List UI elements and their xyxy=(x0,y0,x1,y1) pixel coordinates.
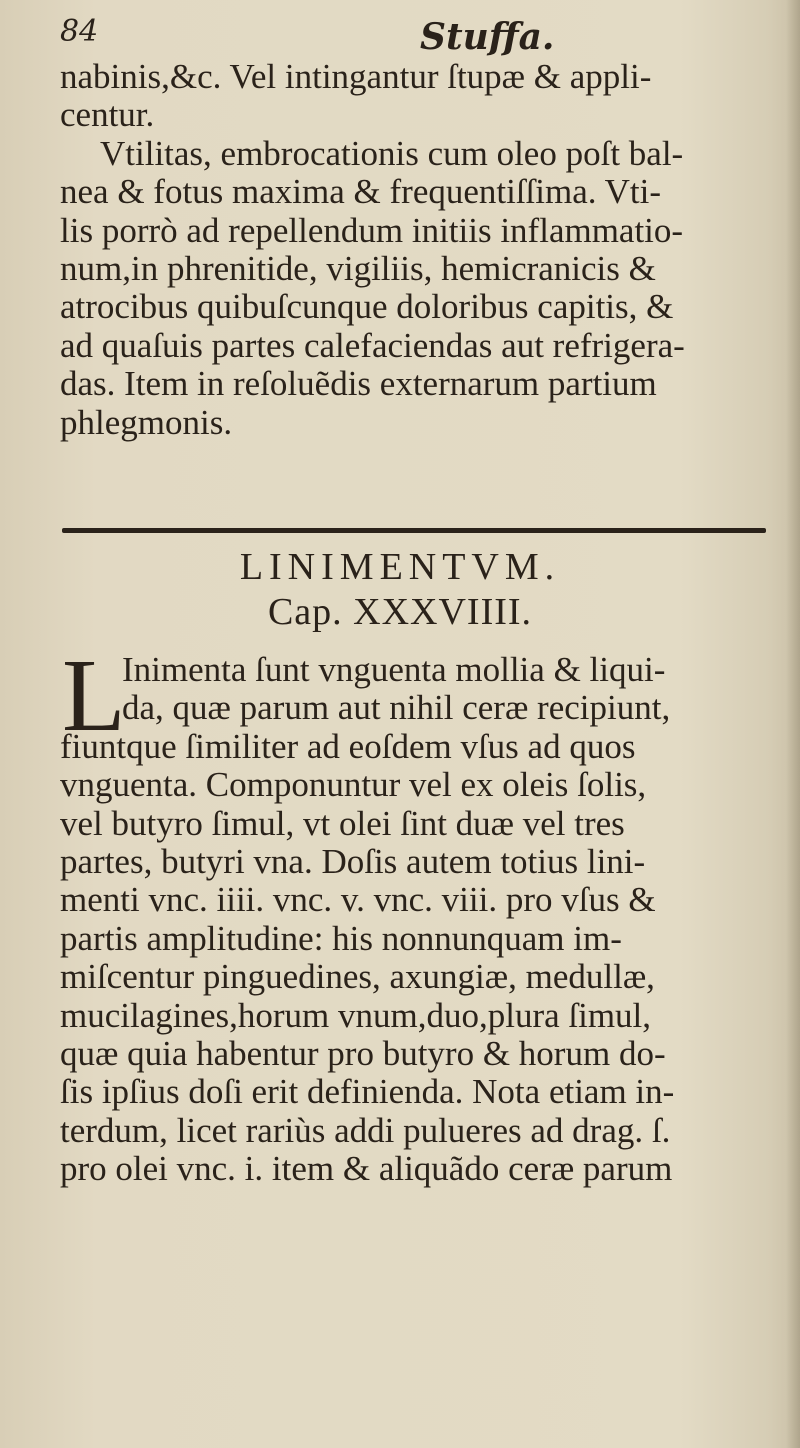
text-line: da, quæ parum aut nihil ceræ recipiunt, xyxy=(122,688,671,728)
text-line: num,in phrenitide, vigiliis, hemicranicis & xyxy=(60,248,656,288)
text-line: atrocibus quibuſcunque doloribus capitis, & xyxy=(60,287,674,327)
text-line: miſcentur pinguedines, axungiæ, medullæ, xyxy=(60,957,655,997)
text-line: nabinis,&c. Vel intingantur ſtupæ & appli- xyxy=(60,57,652,96)
text-block-linimentum xyxy=(60,651,772,1188)
text-line: centur. xyxy=(60,95,155,135)
text-line: lis porrò ad repellendum initiis inflammatio- xyxy=(60,210,684,250)
text-line: ad quaſuis partes calefaciendas aut refrigera- xyxy=(60,325,685,365)
text-line: Vtilitas, embrocationis cum oleo poſt bal- xyxy=(100,133,684,173)
text-line: fiuntque ſimiliter ad eoſdem vſus ad quos xyxy=(60,726,636,766)
text-line: vel butyro ſimul, vt olei ſint duæ vel tres xyxy=(60,803,625,843)
text-line: pro olei vnc. i. item & aliquãdo ceræ parum xyxy=(60,1149,673,1189)
text-line: das. Item in reſoluẽdis externarum partium xyxy=(60,364,657,404)
text-line: vnguenta. Componuntur vel ex oleis ſolis, xyxy=(60,765,647,805)
drop-cap: L xyxy=(62,638,126,753)
text-line: terdum, licet rariùs addi pulueres ad drag. ſ. xyxy=(60,1110,671,1150)
section-divider-rule xyxy=(62,528,766,533)
text-line: menti vnc. iiii. vnc. v. vnc. viii. pro vſus & xyxy=(60,880,656,920)
text-line: partis amplitudine: his nonnunquam im- xyxy=(60,918,622,958)
text-line: nea & fotus maxima & frequentiſſima. Vti- xyxy=(60,172,662,212)
text-line: partes, butyri vna. Doſis autem totius lini- xyxy=(60,841,646,881)
chapter-title: LINIMENTVM. xyxy=(239,546,561,588)
text-line: ſis ipſius doſi erit definienda. Nota etiam in- xyxy=(60,1072,675,1112)
text-line: Inimenta ſunt vnguenta mollia & liqui- xyxy=(122,650,666,689)
page-edge xyxy=(786,0,800,1448)
page-number: 84 xyxy=(60,14,99,49)
text-line: phlegmonis. xyxy=(60,402,233,442)
text-block-stuffa xyxy=(60,58,772,442)
chapter-number: Cap. XXXVIIII. xyxy=(267,591,533,633)
text-line: mucilagines,horum vnum,duo,plura ſimul, xyxy=(60,995,652,1035)
text-line: quæ quia habentur pro butyro & horum do- xyxy=(60,1033,666,1073)
running-head: Stuffa. xyxy=(420,16,555,58)
